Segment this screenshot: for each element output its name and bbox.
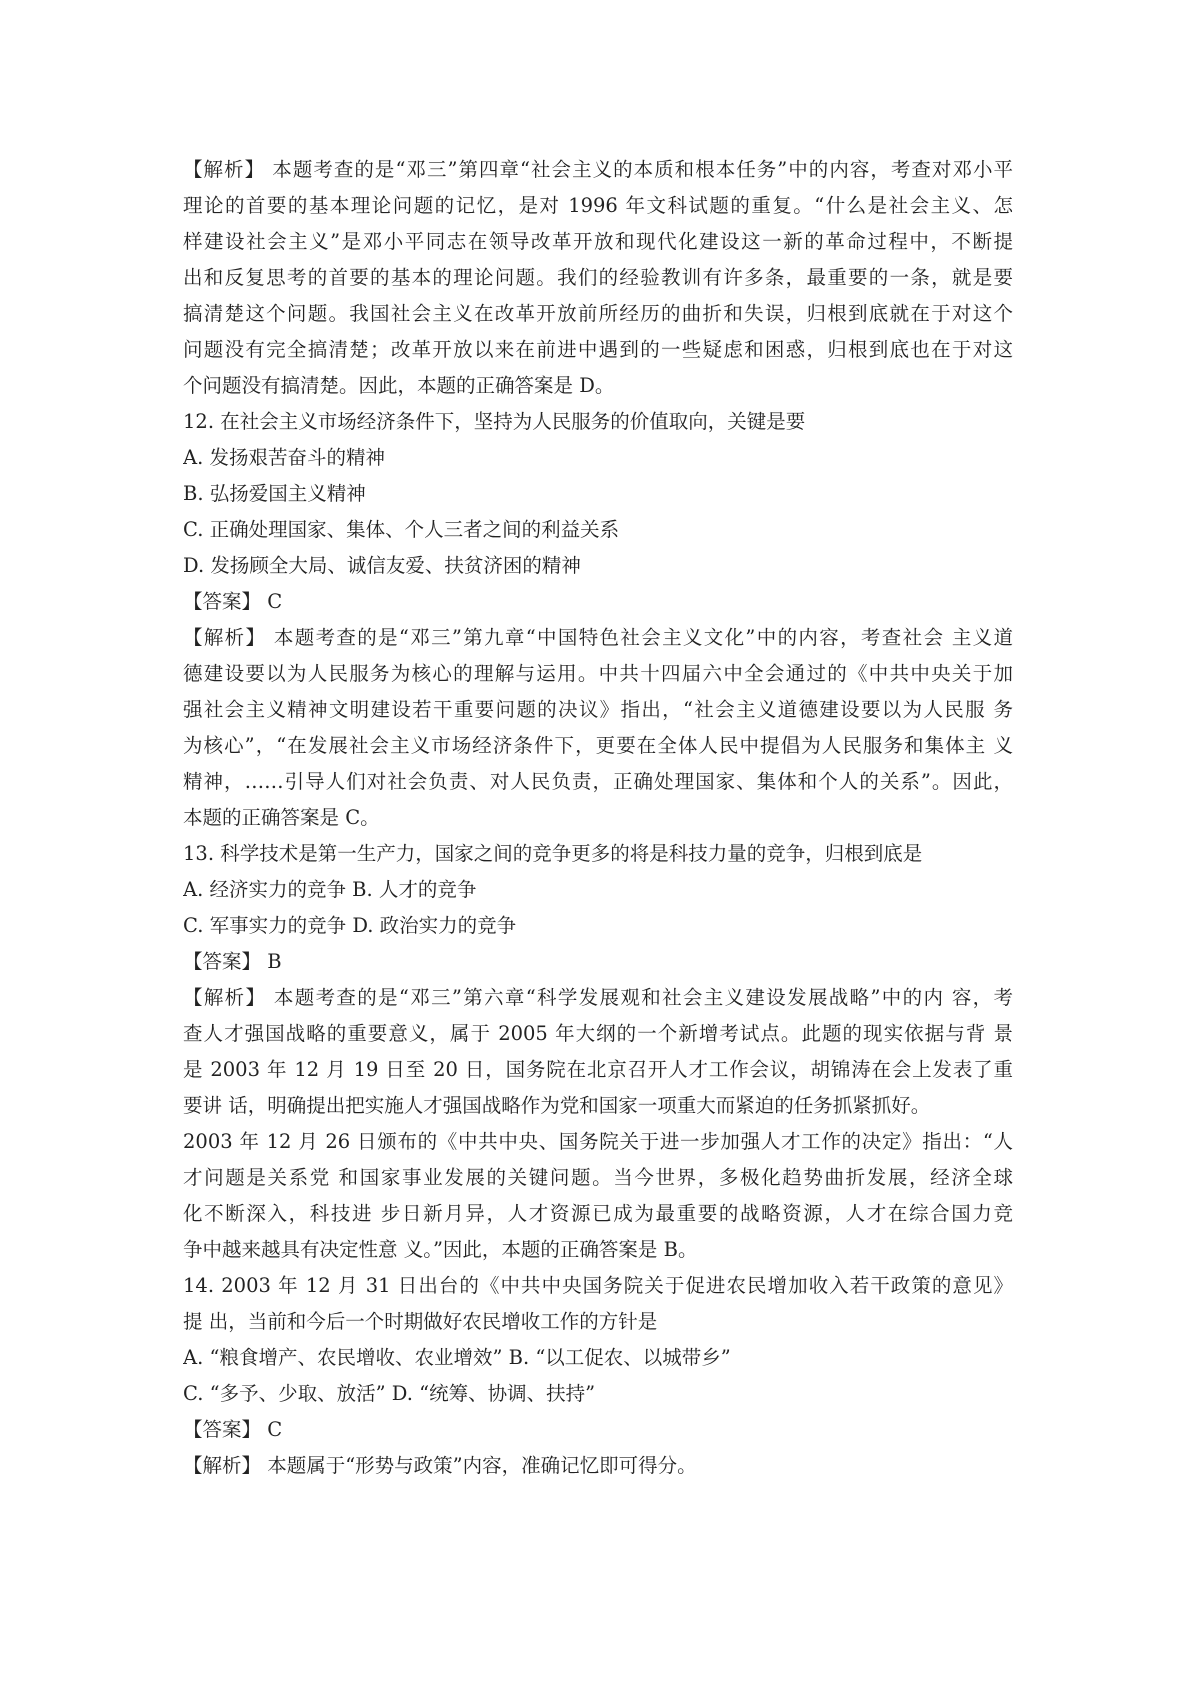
text-line: 精神，……引导人们对社会负责、对人民负责，正确处理国家、集体和个人的关系”。因此， xyxy=(183,770,1013,793)
text-line: 【答案】 C xyxy=(183,1418,283,1441)
text-line: 才问题是关系党 和国家事业发展的关键问题。当今世界，多极化趋势曲折发展，经济全球 xyxy=(183,1166,1013,1189)
text-line: 【解析】 本题考查的是“邓三”第九章“中国特色社会主义文化”中的内容，考查社会 主义道 xyxy=(183,626,1013,649)
text-line: 【解析】 本题考查的是“邓三”第六章“科学发展观和社会主义建设发展战略”中的内 容，考 xyxy=(183,986,1013,1009)
text-line: 【答案】 C xyxy=(183,590,283,613)
text-line: C. “多予、少取、放活” D. “统筹、协调、扶持” xyxy=(183,1382,596,1405)
text-line: 德建设要以为人民服务为核心的理解与运用。中共十四届六中全会通过的《中共中央关于加 xyxy=(183,662,1013,685)
text-line: C. 军事实力的竞争 D. 政治实力的竞争 xyxy=(183,914,517,937)
text-line: 2003 年 12 月 26 日颁布的《中共中央、国务院关于进一步加强人才工作的决定》指出：“人 xyxy=(183,1130,1013,1153)
text-line: 个问题没有搞清楚。因此，本题的正确答案是 D。 xyxy=(183,374,615,397)
text-line: 化不断深入，科技进 步日新月异，人才资源已成为最重要的战略资源，人才在综合国力竞 xyxy=(183,1202,1013,1225)
text-line: 出和反复思考的首要的基本的理论问题。我们的经验教训有许多条，最重要的一条，就是要 xyxy=(183,266,1013,289)
text-line: 查人才强国战略的重要意义，属于 2005 年大纲的一个新增考试点。此题的现实依据与背 景 xyxy=(183,1022,1013,1045)
text-line: 【解析】 本题考查的是“邓三”第四章“社会主义的本质和根本任务”中的内容，考查对邓小平 xyxy=(183,158,1013,181)
text-line: 要讲 话，明确提出把实施人才强国战略作为党和国家一项重大而紧迫的任务抓紧抓好。 xyxy=(183,1094,931,1117)
text-line: 本题的正确答案是 C。 xyxy=(183,806,380,829)
text-line: 争中越来越具有决定性意 义。”因此，本题的正确答案是 B。 xyxy=(183,1238,698,1261)
text-line: B. 弘扬爱国主义精神 xyxy=(183,482,366,505)
text-line: 搞清楚这个问题。我国社会主义在改革开放前所经历的曲折和失误，归根到底就在于对这个 xyxy=(183,302,1013,325)
text-line: D. 发扬顾全大局、诚信友爱、扶贫济困的精神 xyxy=(183,554,581,577)
text-line: A. 发扬艰苦奋斗的精神 xyxy=(183,446,385,469)
text-line: 提 出，当前和今后一个时期做好农民增收工作的方针是 xyxy=(183,1310,658,1333)
text-line: A. “粮食增产、农民增收、农业增效” B. “以工促农、以城带乡” xyxy=(183,1346,731,1369)
text-line: 12. 在社会主义市场经济条件下，坚持为人民服务的价值取向，关键是要 xyxy=(183,410,806,433)
text-line: A. 经济实力的竞争 B. 人才的竞争 xyxy=(183,878,477,901)
document-body xyxy=(183,152,1013,1484)
text-line: 为核心”，“在发展社会主义市场经济条件下，更要在全体人民中提倡为人民服务和集体主 义 xyxy=(183,734,1013,757)
text-line: C. 正确处理国家、集体、个人三者之间的利益关系 xyxy=(183,518,620,541)
text-line: 样建设社会主义”是邓小平同志在领导改革开放和现代化建设这一新的革命过程中，不断提 xyxy=(183,230,1013,253)
text-line: 理论的首要的基本理论问题的记忆，是对 1996 年文科试题的重复。“什么是社会主义、怎 xyxy=(183,194,1013,217)
text-line: 14. 2003 年 12 月 31 日出台的《中共中央国务院关于促进农民增加收入若干政策的意见》 xyxy=(183,1274,1013,1297)
text-line: 问题没有完全搞清楚；改革开放以来在前进中遇到的一些疑虑和困惑，归根到底也在于对这 xyxy=(183,338,1013,361)
text-line: 是 2003 年 12 月 19 日至 20 日，国务院在北京召开人才工作会议，胡锦涛在会上发表了重 xyxy=(183,1058,1013,1081)
text-line: 【答案】 B xyxy=(183,950,282,973)
text-line: 13. 科学技术是第一生产力，国家之间的竞争更多的将是科技力量的竞争，归根到底是 xyxy=(183,842,923,865)
text-line: 强社会主义精神文明建设若干重要问题的决议》指出，“社会主义道德建设要以为人民服 务 xyxy=(183,698,1013,721)
text-line: 【解析】 本题属于“形势与政策”内容，准确记忆即可得分。 xyxy=(183,1454,697,1477)
